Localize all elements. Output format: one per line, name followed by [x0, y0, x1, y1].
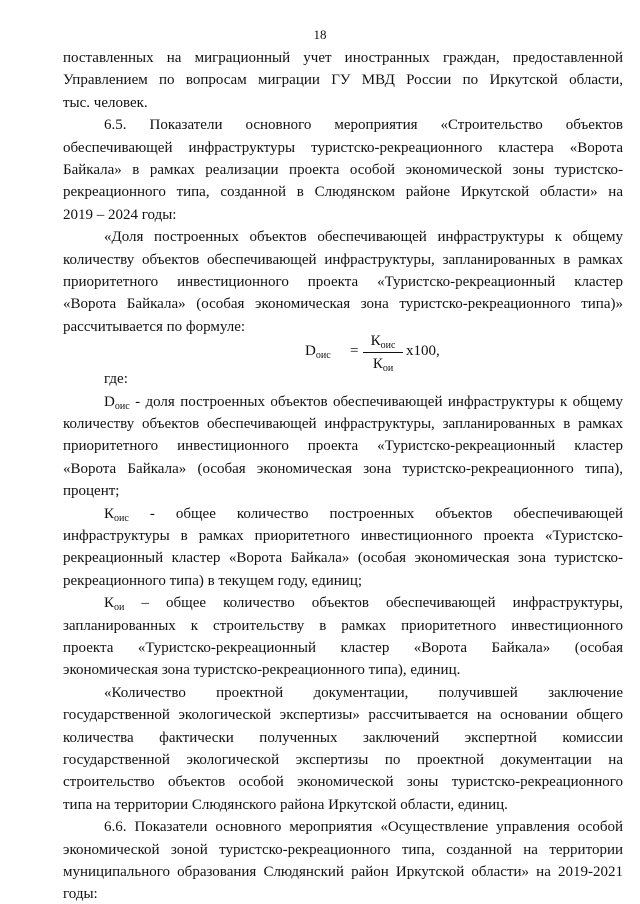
text-line — [104, 504, 623, 524]
text-line-content: государственной экологической экспертизы по проектной документации на — [63, 752, 623, 768]
text-line — [63, 294, 623, 314]
text-line — [104, 115, 623, 135]
text-line: процент; — [63, 483, 120, 499]
text-line — [63, 459, 623, 479]
text-line-content: 6.6. Показатели основного мероприятия «Осуществление управления особой — [104, 819, 623, 835]
text-line-content: 6.5. Показатели основного мероприятия «Строительство объектов — [104, 117, 623, 133]
text-line — [63, 638, 623, 658]
text-line — [63, 616, 623, 636]
text-line — [63, 160, 623, 180]
text-line — [63, 548, 623, 568]
text-line — [104, 683, 623, 703]
text-line — [63, 750, 623, 770]
text-line — [63, 862, 623, 882]
text-line — [63, 840, 623, 860]
text-line-content: Байкала» в рамках реализации проекта особой экономической зоны туристско- — [63, 162, 623, 178]
text-line-content: количества фактически полученных заключений экспертной комиссии — [63, 730, 623, 746]
text-line — [63, 414, 623, 434]
page-number: 18 — [313, 27, 327, 42]
formula-numerator: $К_{оис}$ — [370, 333, 396, 351]
text-line — [63, 772, 623, 792]
text-line — [63, 48, 623, 68]
formula-lhs: $D_{оис}$ — [305, 343, 331, 361]
text-line-content: инфраструктуры в рамках приоритетного инвестиционного проекта «Туристско- — [63, 528, 623, 544]
formula-equals: = — [350, 343, 359, 359]
text-line-content: Управлением по вопросам миграции ГУ МВД России по Иркутской области, — [63, 72, 623, 88]
text-line-content: «Ворота Байкала» (особая экономическая зона туристско-рекреационного типа)» — [63, 296, 623, 312]
formula-rhs: х100, — [406, 343, 440, 359]
text-line-content: рекреационный кластер «Ворота Байкала» (особая экономическая зона туристско- — [63, 550, 623, 566]
text-line: рекреационного типа) в текущем году, единиц; — [63, 573, 363, 589]
text-line-content: «Ворота Байкала» (особая экономическая зона туристско-рекреационного типа), — [63, 461, 623, 477]
text-line-content: проекта «Туристско-рекреационный кластер «Ворота Байкала» (особая — [63, 640, 623, 656]
fraction-bar — [363, 352, 403, 353]
text-line-content: строительство объектов особой экономической зоны туристско-рекреационного — [63, 774, 623, 790]
text-line-content: количеству объектов обеспечивающей инфраструктуры, запланированных в рамках — [63, 252, 623, 268]
text-line — [63, 705, 623, 725]
text-line — [104, 817, 623, 837]
text-line-content: поставленных на миграционный учет иностранных граждан, предоставленной — [63, 50, 623, 66]
text-line: экономическая зона туристско-рекреационного типа), единиц. — [63, 662, 461, 678]
text-line-content: количеству объектов обеспечивающей инфраструктуры, запланированных в рамках — [63, 416, 623, 432]
text-line — [63, 138, 623, 158]
text-line-content: запланированных к строительству в рамках приоритетного инвестиционного — [63, 618, 623, 634]
symbol-K-ois: $К_{оис}$ — [104, 506, 129, 524]
text-line — [63, 70, 623, 90]
text-line — [63, 250, 623, 270]
text-line — [104, 227, 623, 247]
text-line — [63, 526, 623, 546]
text-line-content: – общее количество объектов обеспечивающей инфраструктуры, — [141, 595, 623, 611]
symbol-K-oi: $К_{ои}$ — [104, 595, 125, 613]
text-line — [63, 728, 623, 748]
text-line-content: приоритетного инвестиционного проекта «Туристско-рекреационный кластер — [63, 438, 623, 454]
text-line — [63, 272, 623, 292]
text-line-content: государственной экологической экспертизы» рассчитывается на основании общего — [63, 707, 623, 723]
formula-fraction — [363, 331, 403, 374]
text-line-content: «Доля построенных объектов обеспечивающей инфраструктуры к общему — [104, 229, 623, 245]
text-line: рассчитывается по формуле: — [63, 319, 246, 335]
text-line — [104, 392, 623, 412]
text-line-content: муниципального образования Слюдянский район Иркутской области» на 2019-2021 — [63, 864, 623, 880]
text-line-content: - общее количество построенных объектов обеспечивающей — [149, 506, 623, 522]
text-line: 2019 – 2024 годы: — [63, 207, 177, 223]
text-line: годы: — [63, 886, 98, 902]
text-line — [63, 436, 623, 456]
text-line-content: рекреационного типа, созданной в Слюдянском районе Иркутской области» на — [63, 184, 623, 200]
symbol-D: $D_{оис}$ — [104, 394, 130, 412]
text-line — [104, 593, 623, 613]
text-line-content: - доля построенных объектов обеспечивающей инфраструктуры к общему — [135, 394, 623, 410]
text-line-content: приоритетного инвестиционного проекта «Туристско-рекреационный кластер — [63, 274, 623, 290]
text-line: тыс. человек. — [63, 95, 148, 111]
text-line: где: — [104, 371, 128, 387]
formula-denominator: $К_{ои}$ — [372, 356, 394, 374]
text-line — [63, 182, 623, 202]
text-line-content: обеспечивающей инфраструктуры туристско-рекреационного кластера «Ворота — [63, 140, 623, 156]
text-line: типа на территории Слюдянского района Иркутской области, единиц. — [63, 797, 508, 813]
text-line-content: экономической зоной туристско-рекреационного типа, созданной на территории — [63, 842, 623, 858]
text-line-content: «Количество проектной документации, получившей заключение — [104, 685, 623, 701]
